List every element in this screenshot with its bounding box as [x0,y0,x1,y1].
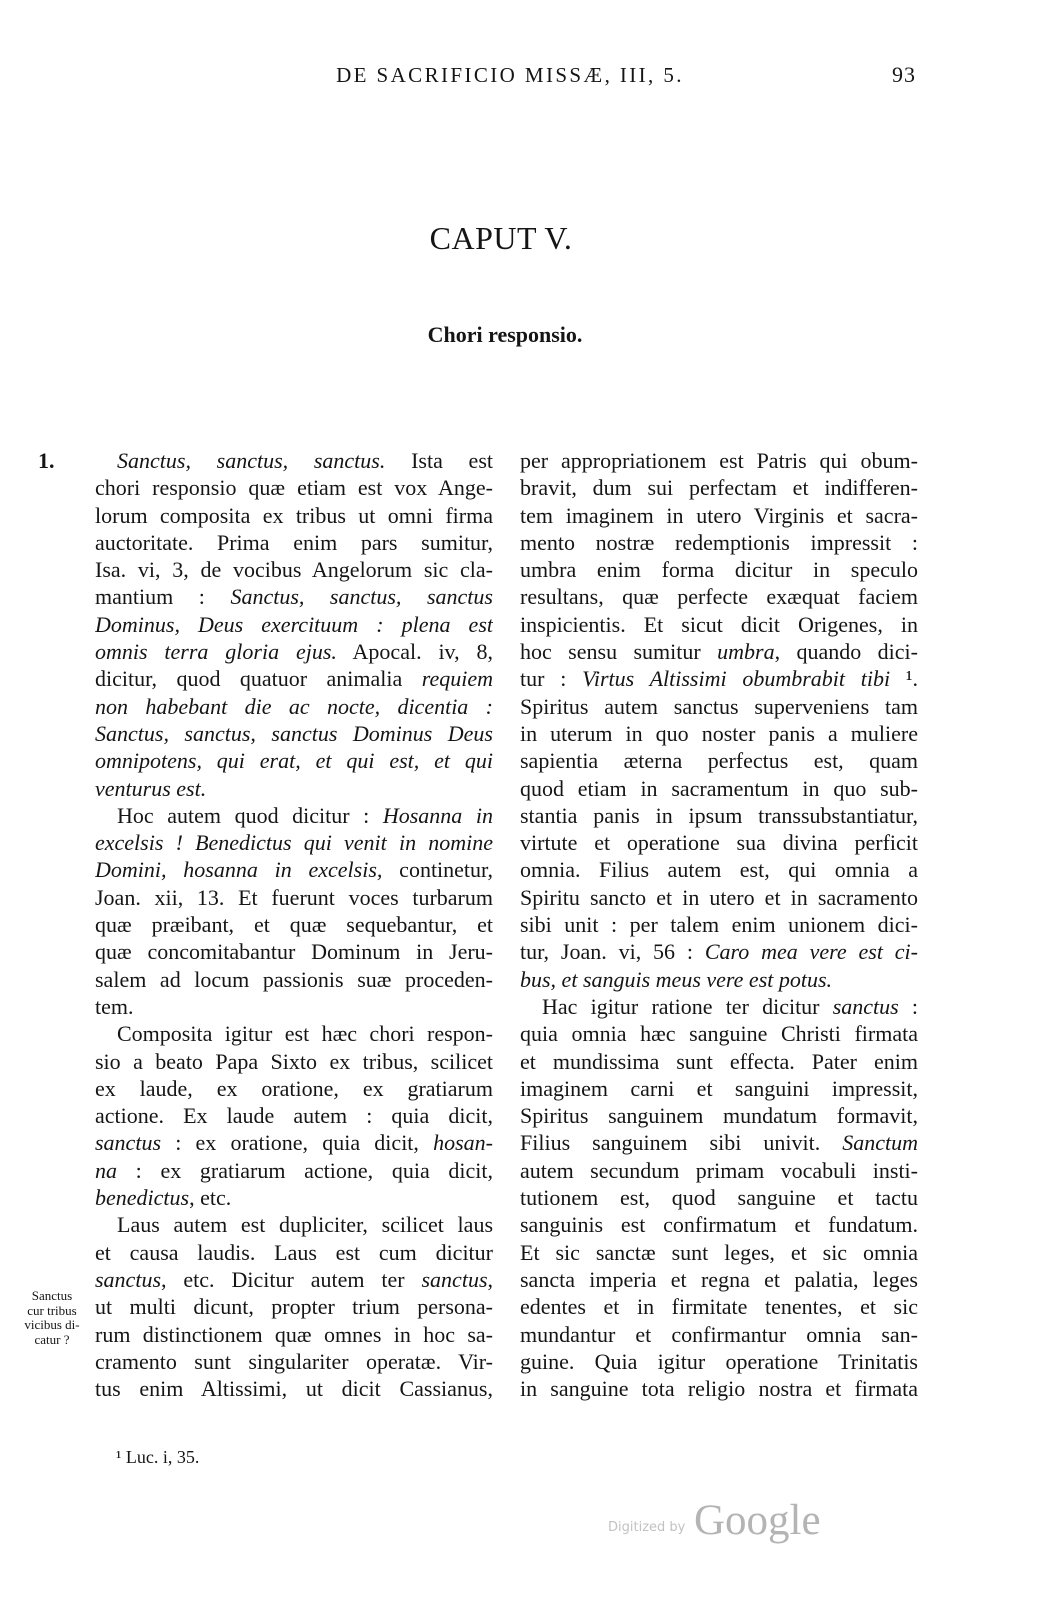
text-line [520,1239,918,1266]
text-run: rum distinctionem quæ omnes in hoc sa- [95,1321,493,1347]
italic-run: Virtus Altissimi obumbrabit tibi [582,666,891,692]
text-run: salem ad locum passionis suæ proceden- [95,966,493,992]
page-number: 93 [892,62,916,87]
italic-run: Sanctus, sanctus, sanctus [230,584,493,610]
text-run: umbra enim forma dicitur in speculo [520,557,918,583]
text-line [520,1048,918,1075]
text-run: Hac igitur ratione ter dicitur [542,993,833,1019]
text-run: actione. Ex laude autem : quia dicit, [95,1103,493,1129]
text-run: tus enim Altissimi, ut dicit Cassianus, [95,1376,493,1402]
text-line [520,856,918,883]
text-run: ut multi dicunt, propter trium persona- [95,1294,493,1320]
text-run: quia omnia hæc sanguine Christi firmata [520,1021,918,1047]
text-run: Spiritu sancto et in utero et in sacramento [520,884,918,910]
text-run: mundantur et confirmantur omnia san- [520,1321,918,1347]
text-run: Joan. xii, 13. Et fuerunt voces turbarum [95,884,493,910]
text-line [95,911,493,938]
margin-note-line: catur ? [34,1331,70,1347]
italic-run: sanctus [95,1130,161,1156]
italic-run: Domini, hosanna in excelsis, [95,857,383,883]
text-run: inspicientis. Et sicut dicit Origenes, in [520,611,918,637]
text-line [95,938,493,965]
text-line [95,1211,493,1238]
text-line [95,1239,493,1266]
text-line [95,529,493,556]
text-line [520,693,918,720]
text-run: Composita igitur est hæc chori respon- [117,1021,493,1047]
text-line [95,747,493,774]
text-line [95,802,493,829]
text-line [520,583,918,610]
margin-note-line: cur tribus [27,1302,77,1318]
paragraph [95,1211,493,1402]
right-text-column [520,447,918,1402]
text-run: : [898,993,918,1019]
text-run: ex laude, ex oratione, ex gratiarum [95,1075,493,1101]
italic-run: hosan- [433,1130,493,1156]
italic-run: sanctus [832,993,899,1019]
italic-run: sanctus [95,1266,161,1292]
footnote [116,1446,199,1468]
italic-run: venturus est. [95,775,207,801]
chapter-heading: CAPUT V. [429,220,573,256]
text-line [520,829,918,856]
text-line [520,993,918,1020]
left-text-column [95,447,493,1402]
text-line [95,1375,493,1402]
text-run: virtute et operatione sua divina perficit [520,830,918,856]
italic-run: bus, et sanguis meus vere est potus. [520,966,833,992]
text-run: et causa laudis. Laus est cum dicitur [95,1239,493,1265]
text-line [95,1184,493,1211]
text-line [520,1375,918,1402]
text-run: Spiritus autem sanctus superveniens tam [520,693,918,719]
text-line [520,1293,918,1320]
text-run: Ista est [385,448,493,473]
text-line [95,966,493,993]
footnote-text: Luc. i, 35. [125,1447,200,1467]
text-line [520,1266,918,1293]
italic-run: requiem [421,666,493,692]
text-line [520,775,918,802]
watermark-google-logo: Google [694,1497,821,1544]
text-line [95,1321,493,1348]
text-run: edentes et in firmitate tenentes, et sic [520,1294,918,1320]
italic-run: Sanctus, sanctus, sanctus Dominus Deus [95,720,493,746]
text-run: , quando dici- [774,639,918,665]
text-run: sanguinis est confirmatum et fundatum. [520,1212,918,1238]
text-line [95,502,493,529]
text-run: hoc sensu sumitur [520,639,718,665]
text-run: ¹. [890,666,918,692]
italic-run: umbra [717,639,775,665]
text-line [95,447,493,474]
italic-run: na [95,1157,117,1183]
italic-run: omnipotens, qui erat, et qui est, et qui [95,748,493,774]
text-line [95,829,493,856]
italic-run: Sanctum [842,1130,918,1156]
text-line [520,1321,918,1348]
text-line [520,447,918,474]
text-run: auctoritate. Prima enim pars sumitur, [95,529,493,555]
running-head-title: DE SACRIFICIO MISSÆ, III, 5. [336,63,684,87]
text-line [520,529,918,556]
text-run: stantia panis in ipsum transsubstantiatur, [520,802,918,828]
margin-note-line: Sanctus [31,1288,73,1303]
text-run: lorum composita ex tribus ut omni firma [95,502,493,528]
paragraph-number: 1. [38,448,55,473]
italic-run: omnis terra gloria ejus. [95,639,337,665]
margin-note [4,1289,100,1347]
text-run: chori responsio quæ etiam est vox Ange- [95,475,493,501]
text-run: per appropriationem est Patris qui obum- [520,448,918,473]
italic-run: benedictus [95,1185,190,1211]
italic-run: Caro mea vere est ci- [704,939,918,965]
text-run: Hoc autem quod dicitur : [117,802,383,828]
text-line [95,884,493,911]
text-line [95,474,493,501]
text-run: , etc. [189,1185,232,1211]
paragraph [520,993,918,1402]
text-line [520,966,918,993]
text-run: quod etiam in sacramentum in quo sub- [520,775,918,801]
text-run: , [487,1266,493,1292]
text-run: in uterum in quo noster panis a muliere [520,720,918,746]
text-line [520,884,918,911]
watermark-prefix: Digitized by [608,1520,686,1535]
italic-run: Hosanna in [382,802,493,828]
text-line [520,747,918,774]
text-line [520,474,918,501]
text-run: guine. Quia igitur operatione Trinitatis [520,1348,918,1374]
text-run: : ex gratiarum actione, quia dicit, [117,1157,493,1183]
text-line [95,556,493,583]
text-line [95,583,493,610]
text-run: sancta imperia et regna et palatia, leges [520,1266,918,1292]
text-run: et mundissima sunt effecta. Pater enim [520,1048,918,1074]
text-run: quæ præibant, et quæ sequebantur, et [95,912,493,938]
text-line [95,665,493,692]
text-line [95,720,493,747]
text-run: dicitur, quod quatuor animalia [95,666,422,692]
text-run: tur, Joan. vi, 56 : [520,939,705,965]
italic-run: excelsis ! Benedictus qui venit in nomine [95,830,493,856]
footnote-marker: ¹ [116,1447,122,1467]
text-run: Laus autem est dupliciter, scilicet laus [117,1212,493,1238]
text-run: continetur, [382,857,493,883]
text-line [95,611,493,638]
chapter-subheading: Chori responsio. [427,322,583,347]
text-line [520,665,918,692]
text-run: tutionem est, quod sanguine et tactu [520,1185,918,1211]
text-run: Spiritus sanguinem mundatum formavit, [520,1103,918,1129]
text-line [95,1075,493,1102]
text-line [520,556,918,583]
text-line [520,638,918,665]
text-run: autem secundum primam vocabuli insti- [520,1157,918,1183]
text-line [520,802,918,829]
text-line [95,775,493,802]
text-line [520,911,918,938]
text-run: resultans, quæ perfecte exæquat faciem [520,584,918,610]
text-line [520,720,918,747]
text-line [95,1048,493,1075]
text-line [520,938,918,965]
text-run: imaginem carni et sanguini impressit, [520,1075,918,1101]
text-run: in sanguine tota religio nostra et firmata [520,1376,918,1402]
text-line [95,638,493,665]
text-line [95,1348,493,1375]
text-line [520,1211,918,1238]
text-line [95,1293,493,1320]
text-line [520,1129,918,1156]
paragraph [95,802,493,1020]
text-run: Filius sanguinem sibi univit. [520,1130,843,1156]
italic-run: Sanctus, sanctus, sanctus. [117,448,386,473]
text-run: sapientia æterna perfectus est, quam [520,748,918,774]
text-line [95,693,493,720]
italic-run: Dominus, Deus exercituum : plena est [95,611,493,637]
text-line [520,1348,918,1375]
text-line [95,1157,493,1184]
text-run: tem. [95,993,134,1019]
text-line [520,1020,918,1047]
text-run: quæ concomitabantur Dominum in Jeru- [95,939,493,965]
text-run: tem imaginem in utero Virginis et sacra- [520,502,918,528]
text-run: mantium : [95,584,231,610]
text-line [95,1129,493,1156]
italic-run: non habebant die ac nocte, dicentia : [95,693,493,719]
paragraph [520,447,918,993]
text-line [520,1102,918,1129]
margin-note-line: vicibus di- [24,1317,80,1332]
text-run: Apocal. iv, 8, [336,639,493,665]
paragraph [95,447,493,802]
text-line [520,611,918,638]
text-line [95,993,493,1020]
text-line [95,856,493,883]
text-run: cramento sunt singulariter operatæ. Vir- [95,1348,493,1374]
italic-run: sanctus [421,1266,488,1292]
text-line [520,502,918,529]
text-line [95,1020,493,1047]
text-run: tur : [520,666,583,692]
text-run: Isa. vi, 3, de vocibus Angelorum sic cla- [95,557,493,583]
text-line [95,1102,493,1129]
text-run: sio a beato Papa Sixto ex tribus, scilicet [95,1048,493,1074]
text-run: , etc. Dicitur autem ter [161,1266,422,1292]
text-line [520,1075,918,1102]
text-line [520,1184,918,1211]
text-run: Et sic sanctæ sunt leges, et sic omnia [520,1239,918,1265]
text-line [95,1266,493,1293]
paragraph [95,1020,493,1211]
text-run: sibi unit : per talem enim unionem dici- [520,912,918,938]
text-run: mento nostræ redemptionis impressit : [520,529,918,555]
text-line [520,1157,918,1184]
text-run: bravit, dum sui perfectam et indifferen- [520,475,918,501]
text-run: : ex oratione, quia dicit, [161,1130,434,1156]
text-run: omnia. Filius autem est, qui omnia a [520,857,918,883]
